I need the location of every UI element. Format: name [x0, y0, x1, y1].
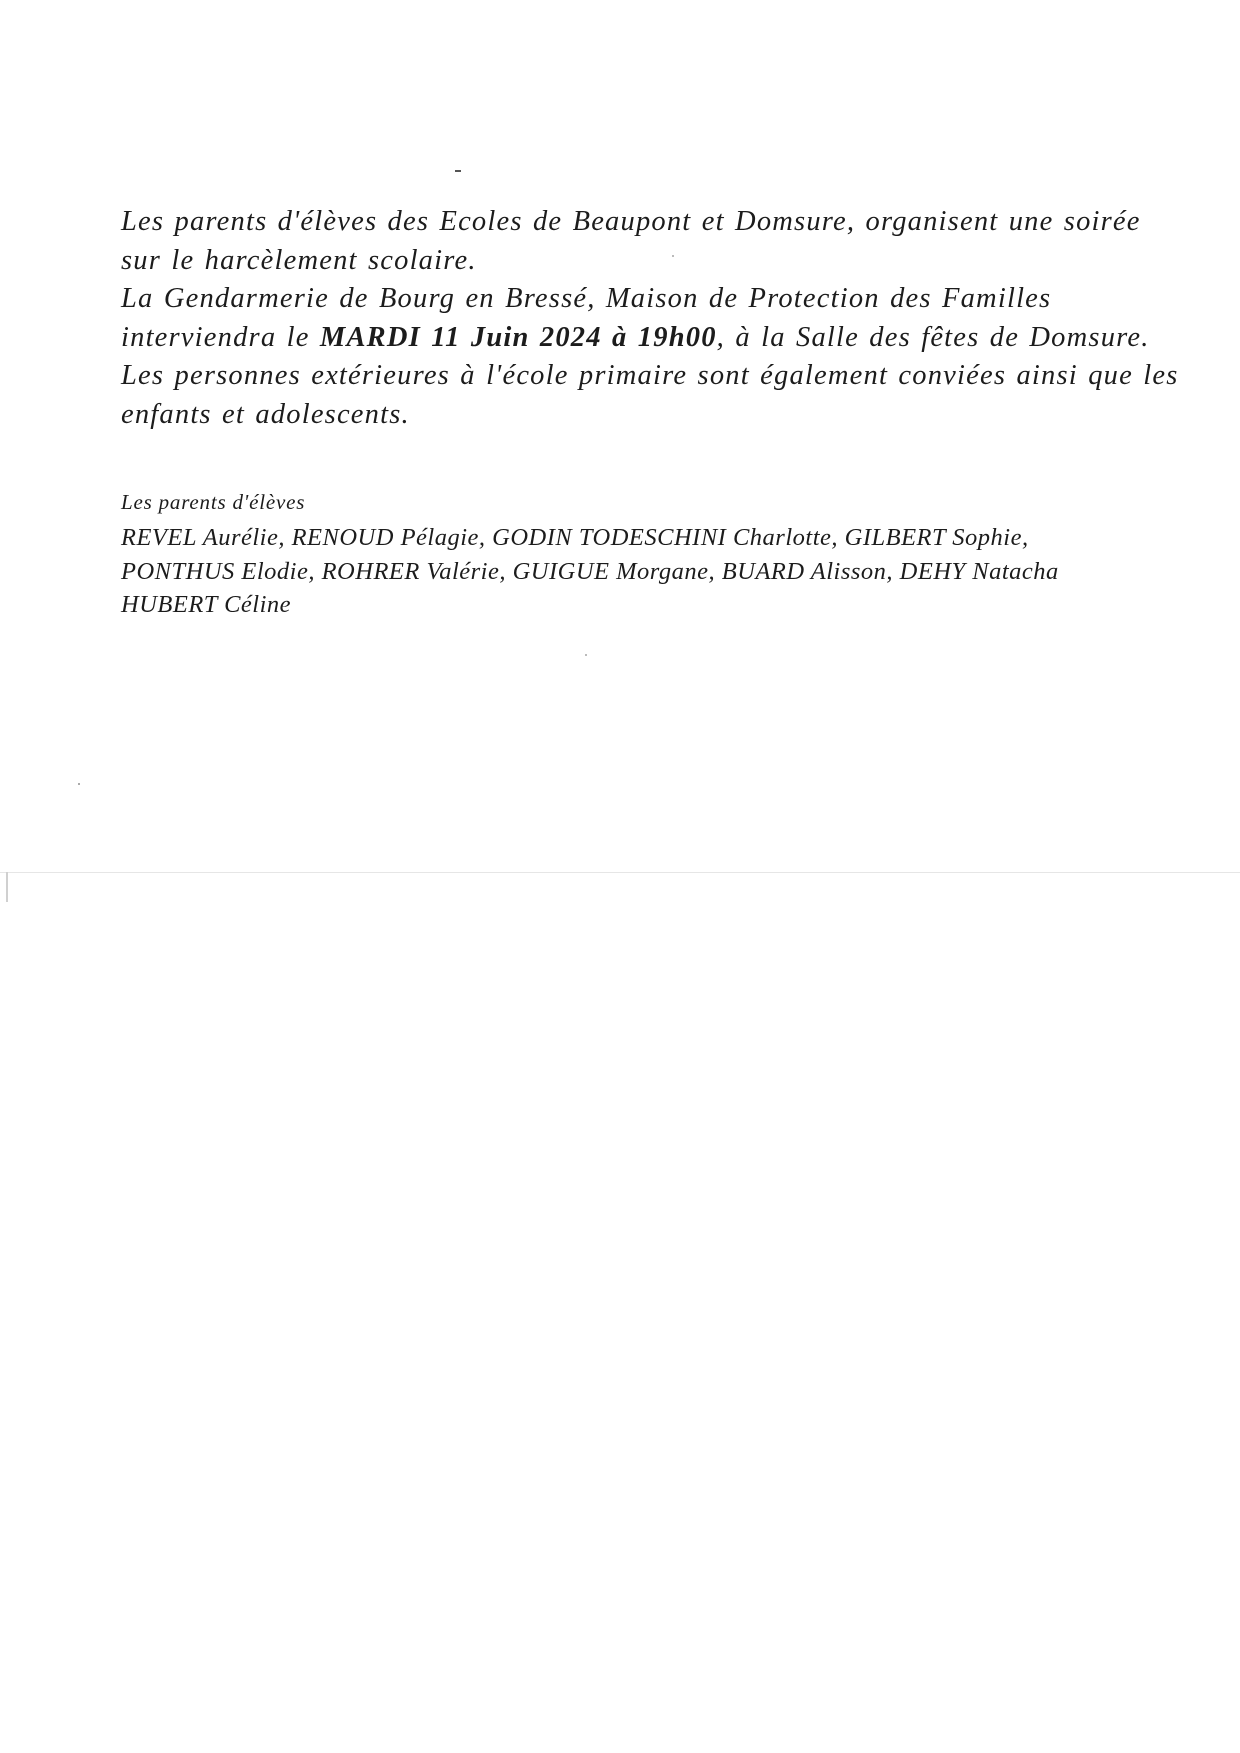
- announcement-line: Les parents d'élèves des Ecoles de Beaupont et Domsure, organisent une soirée: [121, 206, 1141, 237]
- page-fold-corner: [6, 872, 8, 902]
- announcement-paragraph: [121, 203, 1179, 434]
- scan-speck: [455, 170, 461, 172]
- signature-names-line: REVEL Aurélie, RENOUD Pélagie, GODIN TODESCHINI Charlotte, GILBERT Sophie,: [121, 524, 1029, 551]
- event-date-time: MARDI 11 Juin 2024 à 19h00: [319, 321, 717, 353]
- scan-speck: [78, 783, 80, 785]
- event-text-after: , à la Salle des fêtes de Domsure.: [716, 321, 1150, 353]
- announcement-line: La Gendarmerie de Bourg en Bressé, Maison de Protection des Familles: [121, 283, 1052, 314]
- announcement-line: enfants et adolescents.: [121, 398, 410, 430]
- announcement-line-event: [121, 319, 1161, 358]
- page-fold-line: [0, 872, 1240, 873]
- announcement-line: sur le harcèlement scolaire.: [121, 244, 477, 276]
- signature-names-line: PONTHUS Elodie, ROHRER Valérie, GUIGUE Morgane, BUARD Alisson, DEHY Natacha: [121, 557, 1059, 585]
- scan-speck: [585, 654, 587, 656]
- signature-block: [121, 487, 1161, 622]
- signature-intro: Les parents d'élèves: [121, 490, 306, 514]
- event-text-before: interviendra le: [121, 321, 320, 353]
- announcement-line: Les personnes extérieures à l'école primaire sont également conviées ainsi que les: [121, 360, 1179, 391]
- signature-names-line: HUBERT Céline: [121, 591, 292, 618]
